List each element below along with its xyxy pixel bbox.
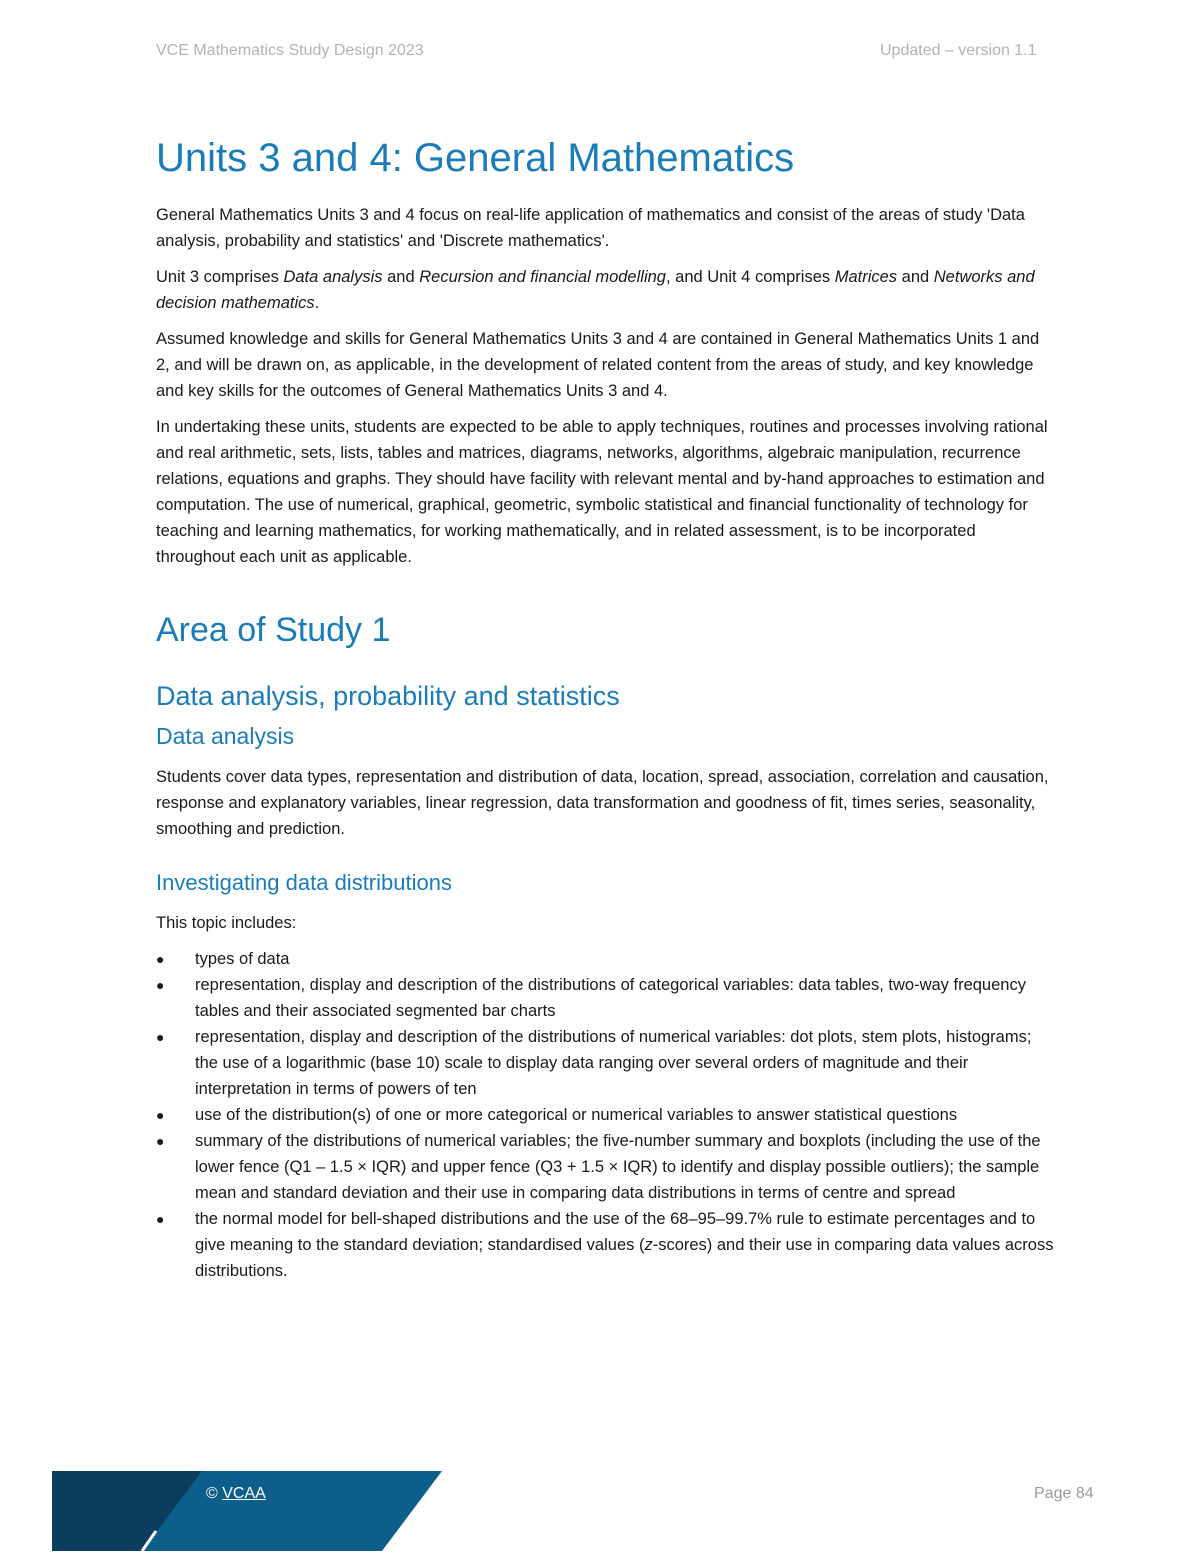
area-of-study-heading: Area of Study 1 — [156, 611, 391, 649]
bullet-icon: ● — [156, 951, 165, 967]
intro-paragraph-4: In undertaking these units, students are expected to be able to apply techniques, routines and processes involving rational and real arithmetic, sets, lists, tables and matrices, diagrams, networks, algorithms, algebraic manipulation, recurrence relations, equations and graphs. They should have facility with relevant mental and by-hand approaches to estimation and computation. The use of numerical, graphical, geometric, symbolic statistical and financial functionality of technology for teaching and learning mathematics, for working mathematically, and in related assessment, is to be incorporated throughout each unit as applicable. — [156, 418, 1048, 566]
bullet-icon: ● — [156, 1107, 165, 1123]
bullet-icon: ● — [156, 1133, 165, 1149]
topic-heading: Investigating data distributions — [156, 870, 452, 895]
list-item: ● use of the distribution(s) of one or more categorical or numerical variables to answer statistical questions — [156, 1102, 1056, 1128]
intro-paragraph-1: General Mathematics Units 3 and 4 focus on real-life application of mathematics and consist of the areas of study 'Data analysis, probability and statistics' and 'Discrete mathematics'. — [156, 206, 1025, 250]
list-item: ● summary of the distributions of numerical variables; the five-number summary and boxplots (including the use of the lower fence (Q1 – 1.5 × IQR) and upper fence (Q3 + 1.5 × IQR) to identify and display possible outliers); the sample mean and standard deviation and their use in comparing data distributions in terms of centre and spread — [156, 1128, 1056, 1206]
header-doc-title: VCE Mathematics Study Design 2023 — [156, 42, 424, 59]
header-version: Updated – version 1.1 — [880, 42, 1037, 59]
page-number: Page 84 — [1034, 1485, 1094, 1502]
page-title: Units 3 and 4: General Mathematics — [156, 136, 795, 180]
footer-band — [52, 1471, 442, 1551]
intro-paragraph-3: Assumed knowledge and skills for General Mathematics Units 3 and 4 are contained in General Mathematics Units 1 and 2, and will be drawn on, as applicable, in the development of related content from the areas of study, and key knowledge and key skills for the outcomes of General Mathematics Units 3 and 4. — [156, 330, 1040, 400]
list-item: ● the normal model for bell-shaped distributions and the use of the 68–95–99.7% rule to estimate percentages and to give meaning to the standard deviation; standardised values (z-scores) and their use in comparing data values across distributions. — [156, 1206, 1056, 1284]
list-item: ● types of data — [156, 946, 1056, 972]
list-item: ● representation, display and description of the distributions of categorical variables: data tables, two-way frequency tables and their associated segmented bar charts — [156, 972, 1056, 1024]
intro-paragraph-2: Unit 3 comprises Data analysis and Recursion and financial modelling, and Unit 4 comprises Matrices and Networks and decision mathematics. — [156, 268, 1035, 312]
topic-intro: This topic includes: — [156, 914, 297, 932]
bullet-icon: ● — [156, 1029, 165, 1045]
bullet-icon: ● — [156, 977, 165, 993]
area-of-study-subheading: Data analysis, probability and statistics — [156, 681, 620, 711]
section-paragraph: Students cover data types, representation and distribution of data, location, spread, association, correlation and causation, response and explanatory variables, linear regression, data transformation and goodness of fit, times series, seasonality, smoothing and prediction. — [156, 768, 1049, 838]
bullet-icon: ● — [156, 1211, 165, 1227]
vcaa-link[interactable]: VCAA — [222, 1485, 266, 1502]
section-heading: Data analysis — [156, 723, 295, 749]
list-item: ● representation, display and description of the distributions of numerical variables: dot plots, stem plots, histograms; the use of a logarithmic (base 10) scale to display data ranging over several orders of magnitude and their interpretation in terms of powers of ten — [156, 1024, 1056, 1102]
footer-copyright: © VCAA — [206, 1485, 266, 1502]
page-content — [156, 132, 1056, 1284]
topic-list — [156, 946, 1056, 1284]
